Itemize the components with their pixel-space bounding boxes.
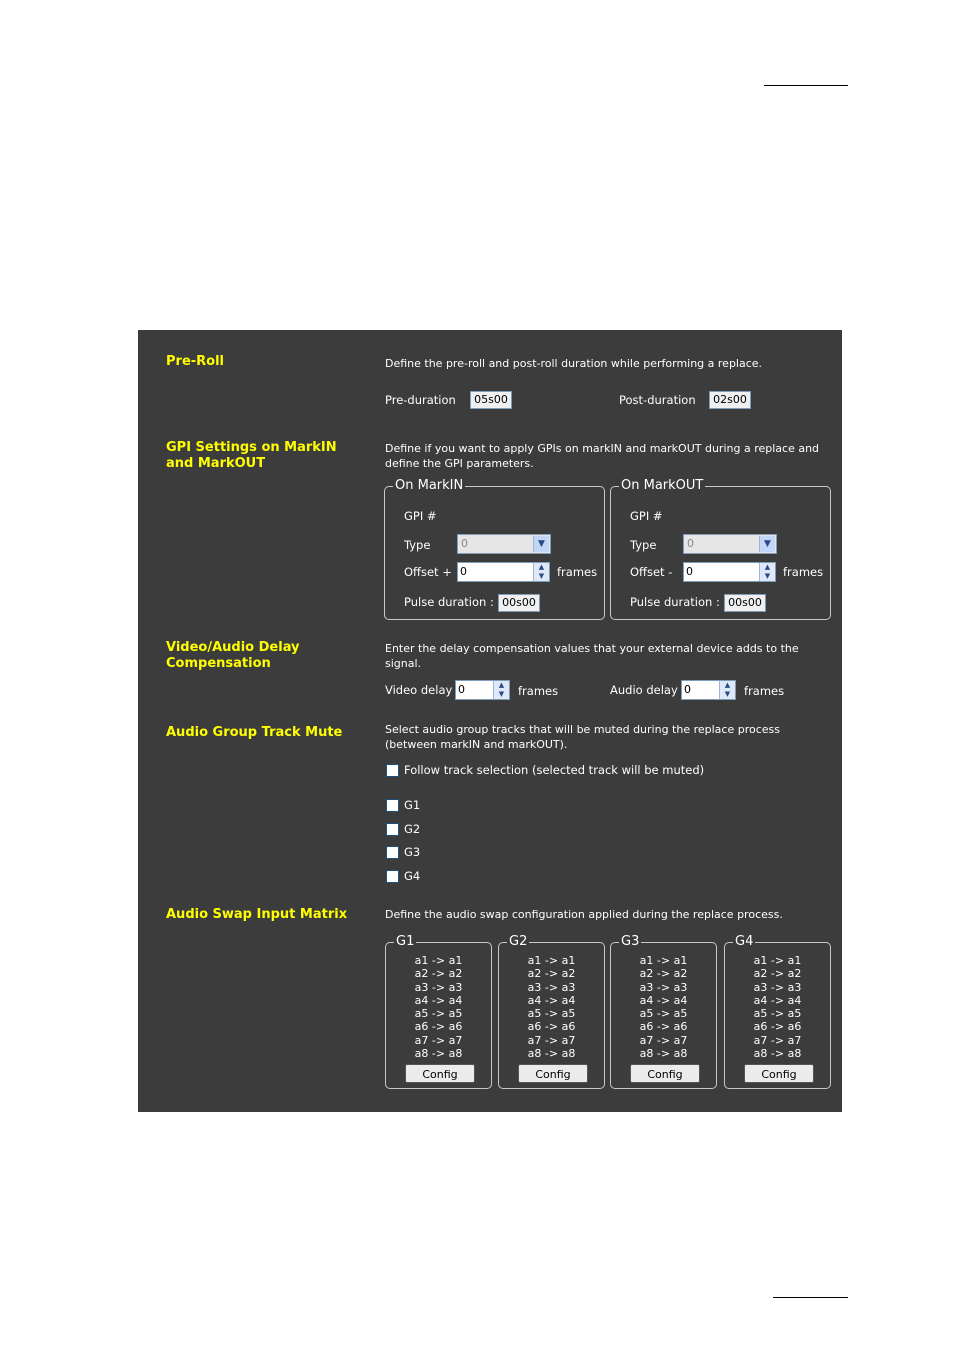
mute-g1-checkbox[interactable]	[386, 799, 399, 812]
spinner-arrows-icon[interactable]: ▲ ▼	[533, 563, 549, 581]
swap-mapping: a2 -> a2	[753, 967, 802, 981]
mute-g3-label: G3	[404, 845, 421, 859]
preroll-description: Define the pre-roll and post-roll duration while performing a replace.	[385, 357, 763, 370]
markin-pulse-field[interactable]: 00s00	[498, 594, 540, 612]
swap-mapping: a3 -> a3	[753, 980, 802, 994]
mute-g2-checkbox[interactable]	[386, 823, 399, 836]
swap-mapping: a4 -> a4	[639, 993, 688, 1007]
gpi-description-line2: define the GPI parameters.	[385, 457, 534, 470]
swap-mapping-list	[611, 954, 716, 1060]
mute-description-line1: Select audio group tracks that will be muted during the replace process	[385, 723, 781, 736]
gpi-title	[166, 440, 356, 472]
swap-mapping-list	[386, 954, 491, 1060]
markin-offset-spinner[interactable]	[457, 562, 550, 582]
video-delay-value: 0	[458, 683, 465, 696]
swap-title: Audio Swap Input Matrix	[166, 907, 348, 922]
spinner-arrows-icon[interactable]: ▲ ▼	[759, 563, 775, 581]
gpi-description-line1: Define if you want to apply GPIs on markIN and markOUT during a replace and	[385, 442, 820, 455]
swap-mapping: a6 -> a6	[753, 1020, 802, 1034]
markout-frames-label: frames	[783, 565, 824, 579]
audio-frames-label: frames	[744, 684, 785, 698]
swap-mapping: a1 -> a1	[527, 954, 576, 967]
spinner-arrows-icon[interactable]: ▲ ▼	[493, 681, 509, 699]
swap-mapping: a7 -> a7	[527, 1033, 576, 1047]
mute-g1-label: G1	[404, 798, 421, 812]
pre-duration-field[interactable]: 05s00	[470, 391, 512, 409]
markout-pulse-field[interactable]: 00s00	[724, 594, 766, 612]
markin-groupbox	[384, 478, 605, 620]
swap-mapping: a7 -> a7	[753, 1033, 802, 1047]
delay-description-line2: signal.	[385, 657, 422, 670]
pre-duration-label: Pre-duration	[385, 393, 456, 407]
swap-mapping: a3 -> a3	[639, 980, 688, 994]
spinner-arrows-icon[interactable]: ▲ ▼	[719, 681, 735, 699]
swap-mapping: a5 -> a5	[639, 1007, 688, 1021]
mute-g4-checkbox[interactable]	[386, 870, 399, 883]
swap-mapping: a1 -> a1	[639, 954, 688, 967]
video-frames-label: frames	[518, 684, 559, 698]
swap-mapping: a5 -> a5	[414, 1007, 463, 1021]
mute-g4-label: G4	[404, 869, 421, 883]
swap-group-title: G3	[621, 934, 640, 949]
post-duration-label: Post-duration	[619, 393, 696, 407]
swap-mapping: a7 -> a7	[414, 1033, 463, 1047]
swap-mapping: a4 -> a4	[753, 993, 802, 1007]
config-button-g4[interactable]: Config	[744, 1064, 814, 1083]
swap-mapping: a2 -> a2	[527, 967, 576, 981]
markin-type-label: Type	[404, 538, 431, 552]
swap-group-g3	[610, 934, 717, 1089]
swap-mapping: a1 -> a1	[414, 954, 463, 967]
mute-g3-checkbox[interactable]	[386, 846, 399, 859]
swap-group-g2	[498, 934, 605, 1089]
swap-mapping: a2 -> a2	[639, 967, 688, 981]
gpi-title-line2: and MarkOUT	[166, 456, 266, 471]
config-button-g3[interactable]: Config	[630, 1064, 700, 1083]
swap-description: Define the audio swap configuration applied during the replace process.	[385, 908, 783, 921]
gpi-description	[385, 441, 835, 471]
video-delay-spinner[interactable]	[455, 680, 510, 700]
delay-description-line1: Enter the delay compensation values that your external device adds to the	[385, 642, 799, 655]
markout-offset-spinner[interactable]	[683, 562, 776, 582]
swap-mapping: a3 -> a3	[527, 980, 576, 994]
swap-mapping: a5 -> a5	[527, 1007, 576, 1021]
markin-frames-label: frames	[557, 565, 598, 579]
audio-delay-label: Audio delay	[610, 683, 678, 697]
markin-offset-value: 0	[460, 565, 467, 578]
swap-group-title: G2	[509, 934, 528, 949]
swap-mapping: a8 -> a8	[639, 1047, 688, 1061]
swap-mapping: a6 -> a6	[527, 1020, 576, 1034]
swap-mapping: a2 -> a2	[414, 967, 463, 981]
markout-offset-value: 0	[686, 565, 693, 578]
config-button-g2[interactable]: Config	[518, 1064, 588, 1083]
footer-rule	[773, 1297, 848, 1298]
markout-type-value: 0	[687, 537, 694, 550]
markin-type-value: 0	[461, 537, 468, 550]
follow-track-label: Follow track selection (selected track will be muted)	[404, 763, 705, 777]
markin-gpi-label: GPI #	[404, 509, 437, 523]
markout-type-select[interactable]	[683, 534, 777, 554]
swap-mapping-list	[499, 954, 604, 1060]
config-button-g1[interactable]: Config	[405, 1064, 475, 1083]
delay-description	[385, 641, 835, 671]
swap-mapping: a1 -> a1	[753, 954, 802, 967]
swap-mapping: a5 -> a5	[753, 1007, 802, 1021]
markout-offset-label: Offset -	[630, 565, 673, 579]
audio-delay-spinner[interactable]	[681, 680, 736, 700]
delay-title	[166, 640, 356, 672]
post-duration-field[interactable]: 02s00	[709, 391, 751, 409]
markout-type-label: Type	[630, 538, 657, 552]
markout-groupbox	[610, 478, 831, 620]
markout-pulse-label: Pulse duration :	[630, 595, 720, 609]
markin-offset-label: Offset +	[404, 565, 452, 579]
video-delay-label: Video delay	[385, 683, 453, 697]
chevron-down-icon[interactable]: ▼	[533, 536, 549, 552]
replace-settings-panel	[138, 330, 842, 1112]
mute-description	[385, 722, 835, 752]
delay-title-line1: Video/Audio Delay	[166, 640, 300, 655]
markin-pulse-label: Pulse duration :	[404, 595, 494, 609]
swap-mapping: a3 -> a3	[414, 980, 463, 994]
follow-track-checkbox[interactable]	[386, 764, 399, 777]
gpi-title-line1: GPI Settings on MarkIN	[166, 440, 337, 455]
preroll-title: Pre-Roll	[166, 354, 225, 369]
swap-mapping-list	[725, 954, 830, 1060]
mute-title: Audio Group Track Mute	[166, 725, 343, 740]
markout-gpi-label: GPI #	[630, 509, 663, 523]
swap-mapping: a6 -> a6	[414, 1020, 463, 1034]
mute-description-line2: (between markIN and markOUT).	[385, 738, 568, 751]
markin-groupbox-title: On MarkIN	[395, 478, 464, 493]
swap-mapping: a8 -> a8	[527, 1047, 576, 1061]
markin-type-select[interactable]	[457, 534, 551, 554]
swap-mapping: a6 -> a6	[639, 1020, 688, 1034]
swap-mapping: a8 -> a8	[414, 1047, 463, 1061]
swap-mapping: a4 -> a4	[527, 993, 576, 1007]
swap-group-title: G1	[396, 934, 415, 949]
chevron-down-icon[interactable]: ▼	[759, 536, 775, 552]
swap-group-title: G4	[735, 934, 754, 949]
markout-groupbox-title: On MarkOUT	[621, 478, 704, 493]
header-rule	[764, 85, 848, 86]
swap-mapping: a7 -> a7	[639, 1033, 688, 1047]
swap-group-g1	[385, 934, 492, 1089]
swap-group-g4	[724, 934, 831, 1089]
audio-delay-value: 0	[684, 683, 691, 696]
mute-g2-label: G2	[404, 822, 421, 836]
delay-title-line2: Compensation	[166, 656, 271, 671]
swap-mapping: a8 -> a8	[753, 1047, 802, 1061]
swap-mapping: a4 -> a4	[414, 993, 463, 1007]
